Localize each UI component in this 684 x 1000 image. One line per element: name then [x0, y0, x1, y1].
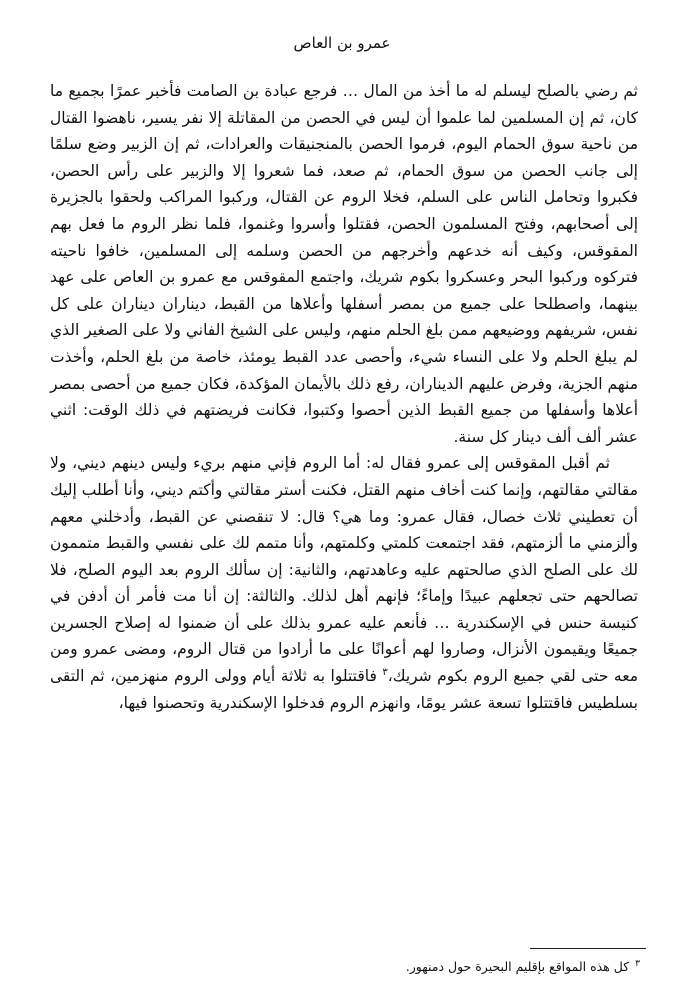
paragraph-2 [50, 450, 638, 716]
footnote [220, 958, 640, 976]
paragraph-2-continuation: فاقتتلوا به ثلاثة أيام وولى الروم منهزمين، ثم التقى بسلطيس فاقتتلوا تسعة عشر يومًا، وانهزم الروم فدخلوا الإسكندرية وتحصنوا فيها، [50, 667, 638, 712]
running-header: عمرو بن العاص [293, 34, 391, 52]
paragraph-2-text: ثم أقبل المقوقس إلى عمرو فقال له: أما الروم فإني منهم بريء وليس دينهم ديني، ولا مقالتي مقالتهم، وإنما كنت أخاف منهم القتل، فكنت أستر مقالتي وأكتم ديني، وأنا أطلب إليك أن تعطيني ثلاث خصال، فقال عمرو: وما هي؟ قال: لا تنقصني عن القبط، وأدخلني معهم وألزمني ما ألزمتهم، فقد اجتمعت كلمتي وكلمتهم، وأنا متمم لك على نفسي والقبط متممون لك على الصلح الذي صالحتهم عليه وعاهدتهم، والثانية: إن سألك الروم بعد اليوم الصلح، فلا تصالحهم حتى تجعلهم عبيدًا وإماءً؛ فإنهم أهل لذلك. والثالثة: إن أنا مت فأمر أن أدفن في كنيسة حنس في الإسكندرية … فأنعم عليه عمرو بذلك على أن ضمنوا له إصلاح الجسرين جميعًا ويقيمون الأنزال، وصاروا لهم أعوانًا على ما أرادوا من قتال الروم، ومضى عمرو ومن معه حتى لقي جميع الروم بكوم شريك، [50, 454, 638, 686]
footnote-reference[interactable]: ٣ [382, 666, 388, 678]
paragraph-1: ثم رضي بالصلح ليسلم له ما أخذ من المال … فرجع عبادة بن الصامت فأخبر عمرًا بجميع ما كان، ثم إن المسلمين لما علموا أن ليس في الحصن من المقاتلة إلا نفر يسير، ناهضوا القتال من ناحية سوق الحمام اليوم، فرموا الحصن بالمنجنيقات والعرادات، ثم إن الزبير وضع سلمًا إلى جانب الحصن من سوق الحمام، ثم صعد، فما شعروا إلا والزبير على رأس الحصن، فكبروا وتحامل الناس على السلم، فخلا الروم عن القتال، وركبوا المراكب ولحقوا بالجزيرة إلى أصحابهم، وفتح المسلمون الحصن، فقتلوا وأسروا وغنموا، فلما نظر الروم ما فعل بهم المقوقس، وكيف أنه خدعهم وأخرجهم من الحصن وسلمه إلى المسلمين، خافوا ناحيته فتركوه وركبوا البحر وعسكروا بكوم شريك، واجتمع المقوقس مع عمرو بن العاص على عهد بينهما، واصطلحا على جميع من بمصر أسفلها وأعلاها من القبط، ديناران ديناران على كل نفس، شريفهم ووضيعهم ممن بلغ الحلم منهم، وليس على الشيخ الفاني ولا على الصغير الذي لم يبلغ الحلم ولا على النساء شيء، وأحصى عدد القبط يومئذ، خاصة من بلغ الحلم، وأخذت منهم الجزية، وفرض عليهم الديناران، رفع ذلك بالأيمان المؤكدة، فكان جميع من أحصى بمصر أعلاها وأسفلها من جميع القبط الذين أحصوا وكتبوا، فكانت فريضتهم في ذلك الوقت: اثني عشر ألف ألف دينار كل سنة. [50, 82, 638, 446]
footnote-mark: ٣ [635, 958, 640, 969]
footnote-text: كل هذه المواقع بإقليم البحيرة حول دمنهور. [405, 959, 630, 974]
footnote-divider [530, 948, 646, 949]
body-text [50, 78, 638, 716]
